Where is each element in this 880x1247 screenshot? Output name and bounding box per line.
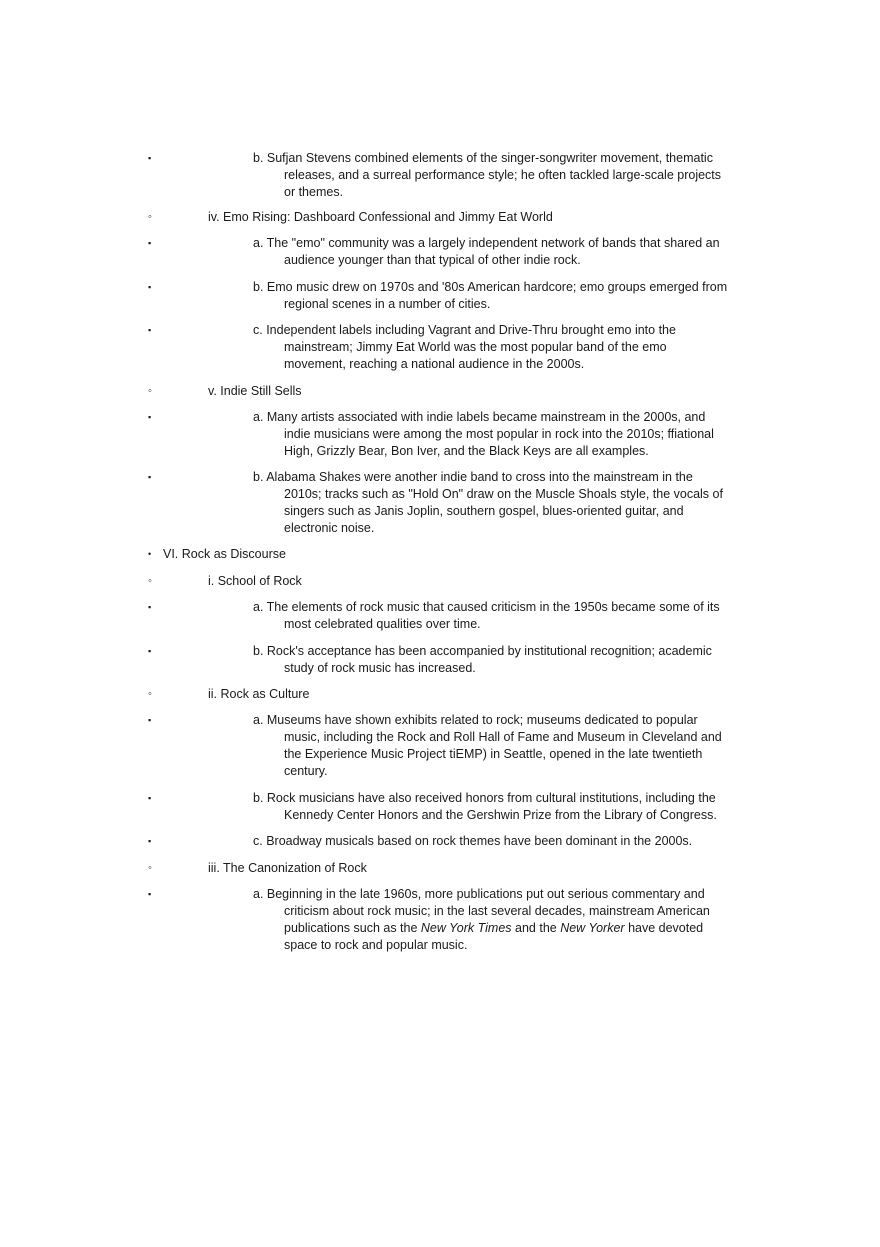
- outline-heading: iv. Emo Rising: Dashboard Confessional and Jimmy Eat World: [208, 210, 553, 224]
- square-bullet-icon: ▪: [148, 282, 152, 292]
- circle-bullet-icon: ◦: [148, 211, 152, 223]
- outline-text: a. The elements of rock music that caused criticism in the 1950s became some of its most celebrated qualities over time.: [253, 600, 720, 631]
- outline-heading: iii. The Canonization of Rock: [208, 861, 367, 875]
- outline-text: b. Rock's acceptance has been accompanied by institutional recognition; academic study of rock music has increased.: [253, 644, 712, 675]
- outline-heading: ii. Rock as Culture: [208, 687, 310, 701]
- square-bullet-icon: ▪: [148, 325, 152, 335]
- outline-text: c. Broadway musicals based on rock themes have been dominant in the 2000s.: [253, 834, 693, 848]
- section-heading: VI. Rock as Discourse: [163, 547, 286, 561]
- circle-bullet-icon: ◦: [148, 575, 152, 587]
- outline-text: b. Sufjan Stevens combined elements of the singer-songwriter movement, thematic releases, and a surreal performance style; he often tackled large-scale projects or themes.: [253, 151, 722, 199]
- dot-bullet-icon: •: [148, 549, 152, 559]
- outline-text: a. The "emo" community was a largely independent network of bands that shared an audience younger than that typical of other indie rock.: [253, 236, 720, 267]
- square-bullet-icon: ▪: [148, 238, 152, 248]
- publication-title: New York Times: [420, 921, 512, 935]
- outline-text: [253, 886, 728, 954]
- outline-text-part: and the: [511, 921, 561, 935]
- outline-text: a. Many artists associated with indie labels became mainstream in the 2000s, and indie musicians were among the most popular in rock into the 2010s; ffiational High, Grizzly Bear, Bon Iver, and the Black Keys are all examples.: [253, 410, 714, 458]
- square-bullet-icon: ▪: [148, 793, 152, 803]
- publication-title: New Yorker: [560, 921, 625, 935]
- square-bullet-icon: ▪: [148, 412, 152, 422]
- square-bullet-icon: ▪: [148, 472, 152, 482]
- outline-text: b. Rock musicians have also received honors from cultural institutions, including the Kennedy Center Honors and the Gershwin Prize from the Library of Congress.: [253, 791, 717, 822]
- outline-heading: v. Indie Still Sells: [208, 384, 302, 398]
- outline-heading: i. School of Rock: [208, 574, 302, 588]
- square-bullet-icon: ▪: [148, 715, 152, 725]
- square-bullet-icon: ▪: [148, 646, 152, 656]
- square-bullet-icon: ▪: [148, 602, 152, 612]
- circle-bullet-icon: ◦: [148, 688, 152, 700]
- outline-text: b. Emo music drew on 1970s and '80s American hardcore; emo groups emerged from regional scenes in a number of cities.: [253, 280, 728, 311]
- outline-text-part: a. Beginning in the late 1960s, more publications put out serious commentary and criticism about rock music; in the last several decades, mainstream American publications such as the: [253, 887, 710, 935]
- square-bullet-icon: ▪: [148, 153, 152, 163]
- outline-text: b. Alabama Shakes were another indie band to cross into the mainstream in the 2010s; tracks such as "Hold On" draw on the Muscle Shoals style, the vocals of singers such as Janis Joplin, southern gospel, blues-oriented guitar, and electronic noise.: [253, 470, 723, 535]
- square-bullet-icon: ▪: [148, 889, 152, 899]
- square-bullet-icon: ▪: [148, 836, 152, 846]
- circle-bullet-icon: ◦: [148, 385, 152, 397]
- outline-text-part: have devoted space to rock and popular music.: [284, 921, 704, 952]
- circle-bullet-icon: ◦: [148, 862, 152, 874]
- outline-text: c. Independent labels including Vagrant and Drive-Thru brought emo into the mainstream; Jimmy Eat World was the most popular band of the emo movement, reaching a national audience in the 2000s.: [253, 323, 676, 371]
- outline-text: a. Museums have shown exhibits related to rock; museums dedicated to popular music, including the Rock and Roll Hall of Fame and Museum in Cleveland and the Experience Music Project tiEMP) in Seattle, opened in the late twentieth century.: [253, 713, 722, 778]
